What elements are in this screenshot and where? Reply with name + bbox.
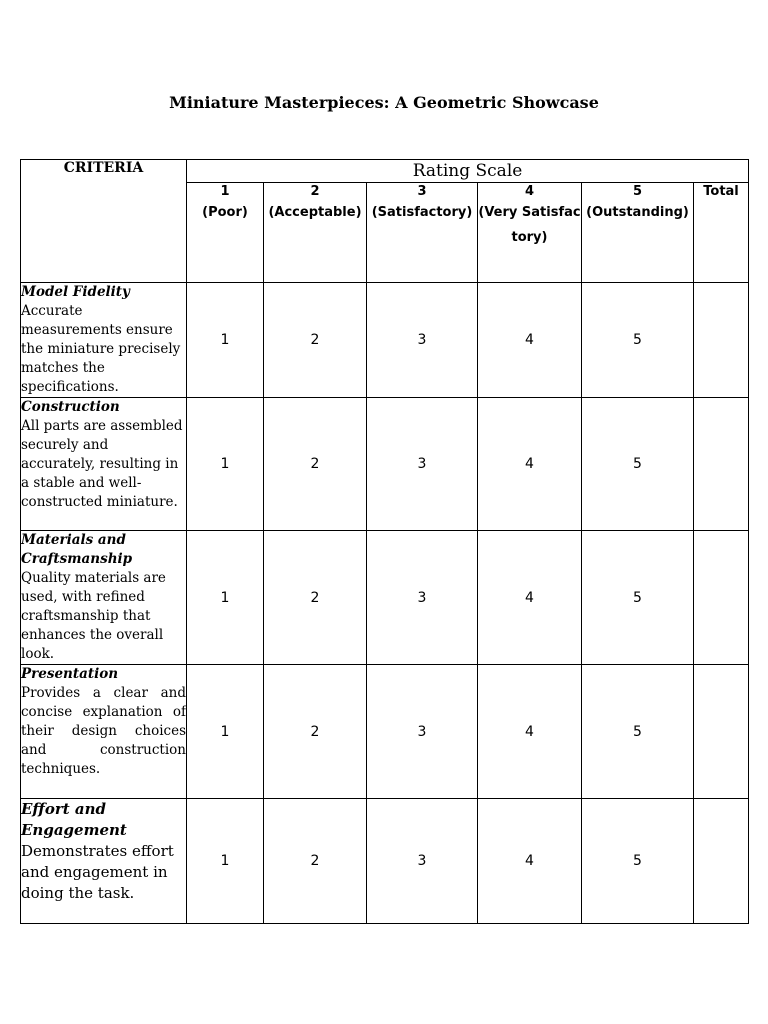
score-cell: 4 (478, 531, 582, 665)
score-cell: 5 (582, 799, 694, 924)
score-cell: 2 (264, 799, 367, 924)
rating-label: (Very Satisfactory) (478, 205, 581, 245)
score-cell: 3 (367, 665, 478, 799)
score-cell: 1 (187, 398, 264, 531)
criteria-name: Effort and Engagement (21, 800, 127, 839)
criteria-cell (21, 531, 187, 665)
criteria-cell (21, 283, 187, 398)
rating-column-header (582, 183, 694, 283)
rating-column-header (367, 183, 478, 283)
rating-number: 2 (310, 184, 320, 199)
total-cell (694, 398, 749, 531)
score-cell: 2 (264, 665, 367, 799)
criteria-row (21, 665, 749, 799)
score-cell: 5 (582, 398, 694, 531)
score-cell: 5 (582, 665, 694, 799)
criteria-row (21, 531, 749, 665)
score-cell: 4 (478, 665, 582, 799)
rating-column-header (478, 183, 582, 283)
score-cell: 3 (367, 531, 478, 665)
document-title: Miniature Masterpieces: A Geometric Showcase (169, 93, 599, 112)
rating-label: (Poor) (202, 205, 248, 220)
total-cell (694, 799, 749, 924)
criteria-description: Accurate measurements ensure the miniature precisely matches the specifications. (21, 303, 181, 395)
score-cell: 3 (367, 398, 478, 531)
rating-number: 3 (417, 184, 427, 199)
criteria-name: Model Fidelity (21, 284, 130, 300)
rating-number: 4 (524, 184, 535, 199)
score-cell: 1 (187, 665, 264, 799)
score-cell: 3 (367, 283, 478, 398)
rating-label: (Outstanding) (586, 205, 689, 220)
score-cell: 2 (264, 283, 367, 398)
score-cell: 4 (478, 799, 582, 924)
score-cell: 1 (187, 531, 264, 665)
criteria-row (21, 283, 749, 398)
score-cell: 2 (264, 531, 367, 665)
criteria-name: Presentation (21, 666, 119, 682)
criteria-cell (21, 665, 187, 799)
total-cell (694, 665, 749, 799)
total-cell (694, 531, 749, 665)
rating-number: 1 (220, 184, 230, 199)
rating-column-header (264, 183, 367, 283)
score-cell: 1 (187, 283, 264, 398)
criteria-description: Provides a clear and concise explanation of their design choices and construction techniques. (21, 685, 186, 777)
criteria-name: Construction (21, 399, 120, 415)
criteria-description: Demonstrates effort and engagement in doing the task. (21, 842, 174, 902)
rubric-table (20, 159, 749, 924)
total-header: Total (694, 183, 749, 283)
score-cell: 4 (478, 398, 582, 531)
criteria-cell (21, 799, 187, 924)
rating-scale-header: Rating Scale (187, 160, 749, 183)
criteria-row (21, 799, 749, 924)
score-cell: 3 (367, 799, 478, 924)
criteria-header: CRITERIA (21, 160, 187, 283)
rating-label: (Satisfactory) (371, 205, 473, 220)
criteria-name: Materials and Craftsmanship (21, 532, 133, 567)
score-cell: 4 (478, 283, 582, 398)
total-cell (694, 283, 749, 398)
criteria-description: Quality materials are used, with refined craftsmanship that enhances the overall look. (21, 570, 166, 662)
score-cell: 5 (582, 283, 694, 398)
score-cell: 1 (187, 799, 264, 924)
criteria-cell (21, 398, 187, 531)
criteria-description: All parts are assembled securely and accurately, resulting in a stable and well-constructed miniature. (21, 418, 183, 510)
criteria-row (21, 398, 749, 531)
rating-label: (Acceptable) (268, 205, 362, 220)
rating-number: 5 (632, 184, 643, 199)
score-cell: 5 (582, 531, 694, 665)
score-cell: 2 (264, 398, 367, 531)
rating-column-header (187, 183, 264, 283)
